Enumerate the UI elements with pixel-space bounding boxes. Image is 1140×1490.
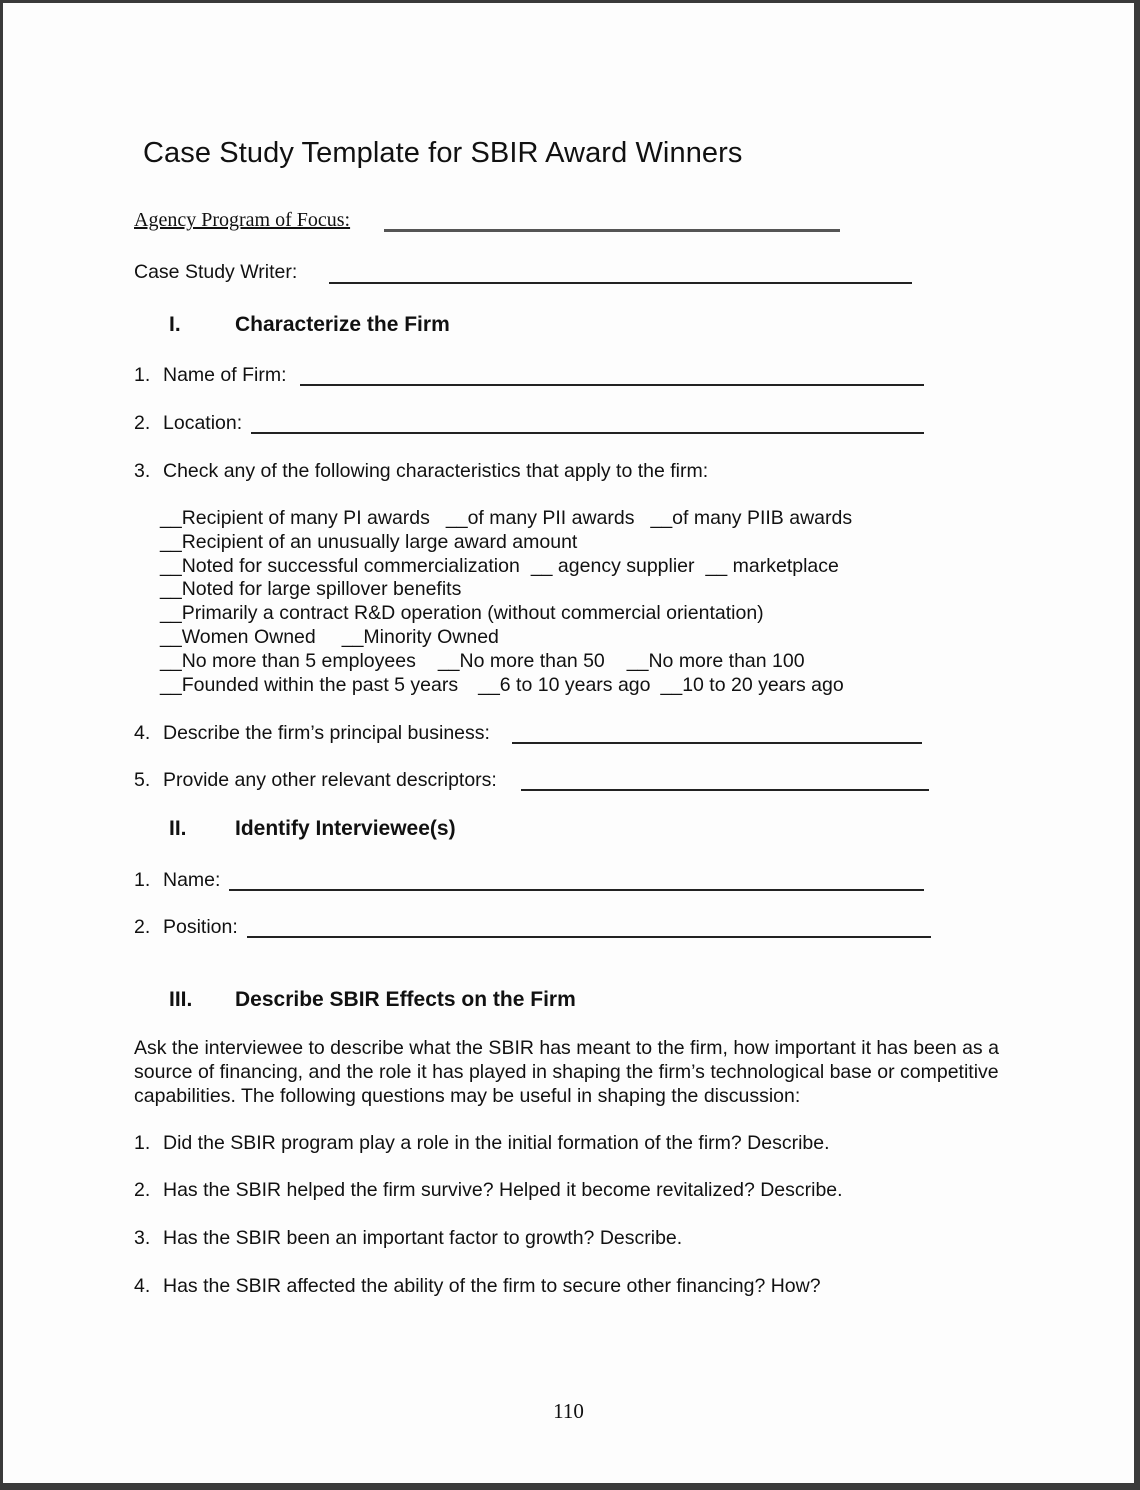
firm-name-item (134, 364, 287, 387)
item-number: 2. (134, 412, 151, 434)
item-number: 1. (134, 364, 151, 386)
checklist-option[interactable]: __No more than 50 (437, 649, 605, 672)
checklist-option[interactable]: __ agency supplier (530, 554, 695, 577)
location-item (134, 412, 242, 435)
checklist-option[interactable]: __of many PIIB awards (650, 507, 853, 529)
page-number: 110 (553, 1399, 584, 1423)
item-label: Name: (163, 869, 221, 891)
case-study-writer-label: Case Study Writer: (134, 261, 298, 283)
checklist-option[interactable]: __Noted for successful commercialization (160, 554, 520, 577)
document-title: Case Study Template for SBIR Award Winners (143, 137, 743, 169)
checklist-option[interactable]: __Noted for large spillover benefits (160, 578, 462, 601)
section-1-numeral: I. (169, 313, 181, 336)
item-number: 5. (134, 769, 151, 791)
item-number: 3. (134, 460, 151, 482)
item-number: 2. (134, 916, 151, 938)
agency-program-label: Agency Program of Focus: (134, 209, 351, 231)
section-3-heading: Describe SBIR Effects on the Firm (235, 988, 576, 1011)
question (134, 1227, 682, 1250)
question (134, 1132, 830, 1155)
question (134, 1275, 821, 1298)
interviewee-name-item (134, 869, 220, 892)
question-number: 4. (134, 1275, 151, 1297)
question-text: Has the SBIR been an important factor to growth? Describe. (163, 1227, 683, 1249)
checklist-option[interactable]: __Recipient of an unusually large award amount (160, 530, 578, 553)
other-descriptors-item (134, 769, 497, 792)
case-study-writer-field[interactable] (329, 282, 912, 284)
item-label: Position: (163, 916, 238, 938)
item-number: 1. (134, 869, 151, 891)
question-text: Did the SBIR program play a role in the initial formation of the firm? Describe. (163, 1132, 830, 1154)
question-text: Has the SBIR affected the ability of the firm to secure other financing? How? (163, 1275, 821, 1297)
interviewee-position-field[interactable] (247, 936, 931, 938)
section-3-numeral: III. (169, 988, 193, 1011)
checklist-row (160, 626, 852, 650)
checklist-option[interactable]: __No more than 5 employees (160, 649, 416, 672)
question-text: Has the SBIR helped the firm survive? Helped it become revitalized? Describe. (163, 1179, 843, 1201)
item-label: Check any of the following characteristics that apply to the firm: (163, 460, 709, 482)
question-number: 3. (134, 1227, 151, 1249)
checklist-option[interactable]: __of many PII awards (445, 507, 635, 529)
principal-business-field[interactable] (512, 742, 922, 744)
checklist-option[interactable]: __Recipient of many PI awards (160, 507, 430, 529)
interviewee-position-item (134, 916, 238, 939)
firm-name-field[interactable] (300, 384, 924, 386)
other-descriptors-field[interactable] (521, 789, 929, 791)
item-label: Provide any other relevant descriptors: (163, 769, 497, 791)
checklist-option[interactable]: __Women Owned (160, 625, 316, 648)
interviewee-name-field[interactable] (229, 889, 924, 891)
question-number: 2. (134, 1179, 151, 1201)
checklist-option[interactable]: __Primarily a contract R&D operation (without commercial orientation) (160, 602, 764, 625)
checklist-option[interactable]: __Founded within the past 5 years (160, 673, 459, 696)
item-label: Describe the firm’s principal business: (163, 722, 490, 744)
checklist-option[interactable]: __Minority Owned (341, 625, 499, 648)
question (134, 1179, 843, 1202)
section-1-heading: Characterize the Firm (235, 313, 450, 336)
item-label: Name of Firm: (163, 364, 287, 386)
checklist-row (160, 578, 852, 602)
principal-business-item (134, 722, 490, 745)
document-page (3, 3, 1134, 1483)
checklist-row (160, 507, 852, 531)
checklist-option[interactable]: __ marketplace (705, 554, 839, 577)
checklist-row (160, 602, 852, 626)
checklist-row (160, 650, 852, 674)
question-number: 1. (134, 1132, 151, 1154)
characteristics-item (134, 460, 708, 483)
item-label: Location: (163, 412, 243, 434)
section-2-heading: Identify Interviewee(s) (235, 817, 456, 840)
checklist-row (160, 555, 852, 579)
checklist-option[interactable]: __No more than 100 (626, 649, 805, 672)
checklist-row (160, 531, 852, 555)
agency-program-field[interactable] (384, 229, 840, 232)
item-number: 4. (134, 722, 151, 744)
checklist-option[interactable]: __10 to 20 years ago (660, 673, 844, 696)
checklist-option[interactable]: __6 to 10 years ago (478, 673, 651, 696)
section-2-numeral: II. (169, 817, 187, 840)
checklist (160, 507, 852, 697)
section-3-intro: Ask the interviewee to describe what the SBIR has meant to the firm, how important it has been as a source of financing, and the role it has played in shaping the firm’s technological base or competitive capabilities. The following questions may be useful in shaping the discussion: (134, 1037, 999, 1107)
checklist-row (160, 674, 852, 698)
location-field[interactable] (251, 432, 924, 434)
